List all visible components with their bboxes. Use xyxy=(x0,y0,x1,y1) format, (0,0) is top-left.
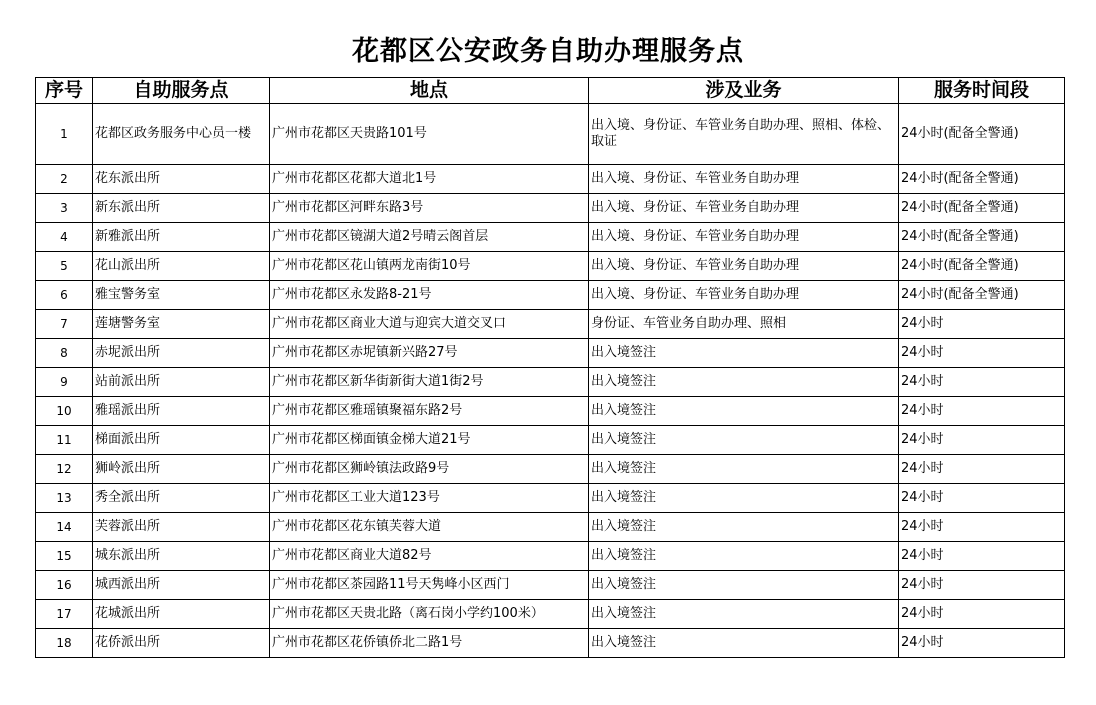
cell-address: 广州市花都区河畔东路3号 xyxy=(270,194,589,223)
table-row xyxy=(36,455,1065,484)
cell-address: 广州市花都区花都大道北1号 xyxy=(270,165,589,194)
cell-address: 广州市花都区花山镇两龙南街10号 xyxy=(270,252,589,281)
cell-serial-number: 11 xyxy=(36,426,93,455)
cell-service-hours: 24小时 xyxy=(899,397,1065,426)
cell-service-point: 花城派出所 xyxy=(93,600,270,629)
cell-address: 广州市花都区天贵路101号 xyxy=(270,104,589,165)
table-row xyxy=(36,426,1065,455)
cell-serial-number: 6 xyxy=(36,281,93,310)
cell-service-hours: 24小时(配备全警通) xyxy=(899,194,1065,223)
cell-service-point: 花都区政务服务中心员一楼 xyxy=(93,104,270,165)
cell-address: 广州市花都区镜湖大道2号晴云阁首层 xyxy=(270,223,589,252)
cell-service-point: 城东派出所 xyxy=(93,542,270,571)
cell-serial-number: 16 xyxy=(36,571,93,600)
cell-serial-number: 18 xyxy=(36,629,93,658)
table-row xyxy=(36,397,1065,426)
cell-service-point: 花山派出所 xyxy=(93,252,270,281)
cell-service-hours: 24小时(配备全警通) xyxy=(899,223,1065,252)
cell-serial-number: 4 xyxy=(36,223,93,252)
cell-business: 出入境签注 xyxy=(589,513,899,542)
cell-address: 广州市花都区花东镇芙蓉大道 xyxy=(270,513,589,542)
cell-address: 广州市花都区天贵北路（离石岗小学约100米） xyxy=(270,600,589,629)
cell-service-hours: 24小时 xyxy=(899,368,1065,397)
cell-business: 出入境签注 xyxy=(589,455,899,484)
cell-business: 出入境、身份证、车管业务自助办理 xyxy=(589,281,899,310)
cell-service-point: 站前派出所 xyxy=(93,368,270,397)
table-row xyxy=(36,252,1065,281)
table-row xyxy=(36,629,1065,658)
table-row xyxy=(36,310,1065,339)
table-row xyxy=(36,513,1065,542)
cell-service-hours: 24小时 xyxy=(899,455,1065,484)
header-address: 地点 xyxy=(270,78,589,104)
cell-serial-number: 3 xyxy=(36,194,93,223)
table-row xyxy=(36,281,1065,310)
table-row xyxy=(36,194,1065,223)
cell-business: 出入境签注 xyxy=(589,426,899,455)
cell-service-point: 花侨派出所 xyxy=(93,629,270,658)
cell-serial-number: 13 xyxy=(36,484,93,513)
cell-business: 出入境签注 xyxy=(589,368,899,397)
cell-address: 广州市花都区永发路8-21号 xyxy=(270,281,589,310)
cell-service-point: 芙蓉派出所 xyxy=(93,513,270,542)
cell-service-hours: 24小时 xyxy=(899,484,1065,513)
table-row xyxy=(36,542,1065,571)
page-title: 花都区公安政务自助办理服务点 xyxy=(352,36,744,67)
cell-serial-number: 14 xyxy=(36,513,93,542)
cell-address: 广州市花都区赤坭镇新兴路27号 xyxy=(270,339,589,368)
cell-business: 出入境签注 xyxy=(589,397,899,426)
table-row xyxy=(36,571,1065,600)
cell-service-point: 雅瑶派出所 xyxy=(93,397,270,426)
cell-serial-number: 10 xyxy=(36,397,93,426)
cell-business: 身份证、车管业务自助办理、照相 xyxy=(589,310,899,339)
cell-service-hours: 24小时(配备全警通) xyxy=(899,252,1065,281)
table-row xyxy=(36,223,1065,252)
cell-serial-number: 17 xyxy=(36,600,93,629)
cell-service-hours: 24小时 xyxy=(899,426,1065,455)
cell-serial-number: 7 xyxy=(36,310,93,339)
cell-address: 广州市花都区工业大道123号 xyxy=(270,484,589,513)
cell-address: 广州市花都区茶园路11号天隽峰小区西门 xyxy=(270,571,589,600)
cell-service-point: 梯面派出所 xyxy=(93,426,270,455)
cell-business: 出入境签注 xyxy=(589,629,899,658)
cell-serial-number: 9 xyxy=(36,368,93,397)
cell-service-point: 花东派出所 xyxy=(93,165,270,194)
cell-service-hours: 24小时 xyxy=(899,542,1065,571)
cell-service-hours: 24小时 xyxy=(899,600,1065,629)
cell-service-hours: 24小时 xyxy=(899,339,1065,368)
table-row xyxy=(36,368,1065,397)
cell-address: 广州市花都区花侨镇侨北二路1号 xyxy=(270,629,589,658)
table-row xyxy=(36,165,1065,194)
cell-business: 出入境签注 xyxy=(589,600,899,629)
cell-service-hours: 24小时(配备全警通) xyxy=(899,281,1065,310)
cell-serial-number: 2 xyxy=(36,165,93,194)
table-row xyxy=(36,104,1065,165)
table-header-row xyxy=(36,78,1065,104)
cell-serial-number: 1 xyxy=(36,104,93,165)
cell-business: 出入境签注 xyxy=(589,339,899,368)
table-row xyxy=(36,484,1065,513)
header-service-point: 自助服务点 xyxy=(93,78,270,104)
cell-address: 广州市花都区梯面镇金梯大道21号 xyxy=(270,426,589,455)
cell-service-point: 新雅派出所 xyxy=(93,223,270,252)
cell-service-hours: 24小时(配备全警通) xyxy=(899,165,1065,194)
cell-serial-number: 12 xyxy=(36,455,93,484)
cell-service-point: 新东派出所 xyxy=(93,194,270,223)
cell-service-point: 秀全派出所 xyxy=(93,484,270,513)
cell-serial-number: 8 xyxy=(36,339,93,368)
cell-address: 广州市花都区雅瑶镇聚福东路2号 xyxy=(270,397,589,426)
header-serial-number: 序号 xyxy=(36,78,93,104)
cell-service-point: 赤坭派出所 xyxy=(93,339,270,368)
cell-service-point: 狮岭派出所 xyxy=(93,455,270,484)
cell-service-hours: 24小时(配备全警通) xyxy=(899,104,1065,165)
cell-serial-number: 5 xyxy=(36,252,93,281)
table-row xyxy=(36,339,1065,368)
cell-serial-number: 15 xyxy=(36,542,93,571)
cell-business: 出入境签注 xyxy=(589,542,899,571)
cell-service-point: 城西派出所 xyxy=(93,571,270,600)
table-row xyxy=(36,600,1065,629)
cell-service-point: 雅宝警务室 xyxy=(93,281,270,310)
cell-service-hours: 24小时 xyxy=(899,310,1065,339)
cell-service-point: 莲塘警务室 xyxy=(93,310,270,339)
cell-service-hours: 24小时 xyxy=(899,513,1065,542)
cell-service-hours: 24小时 xyxy=(899,629,1065,658)
cell-business: 出入境签注 xyxy=(589,571,899,600)
cell-business: 出入境、身份证、车管业务自助办理 xyxy=(589,194,899,223)
cell-address: 广州市花都区狮岭镇法政路9号 xyxy=(270,455,589,484)
service-points-table xyxy=(35,77,1065,658)
cell-address: 广州市花都区新华街新街大道1街2号 xyxy=(270,368,589,397)
cell-address: 广州市花都区商业大道与迎宾大道交叉口 xyxy=(270,310,589,339)
cell-business: 出入境、身份证、车管业务自助办理、照相、体检、取证 xyxy=(589,104,899,165)
cell-business: 出入境、身份证、车管业务自助办理 xyxy=(589,165,899,194)
cell-business: 出入境、身份证、车管业务自助办理 xyxy=(589,252,899,281)
cell-address: 广州市花都区商业大道82号 xyxy=(270,542,589,571)
header-service-hours: 服务时间段 xyxy=(899,78,1065,104)
cell-service-hours: 24小时 xyxy=(899,571,1065,600)
header-business: 涉及业务 xyxy=(589,78,899,104)
cell-business: 出入境、身份证、车管业务自助办理 xyxy=(589,223,899,252)
cell-business: 出入境签注 xyxy=(589,484,899,513)
